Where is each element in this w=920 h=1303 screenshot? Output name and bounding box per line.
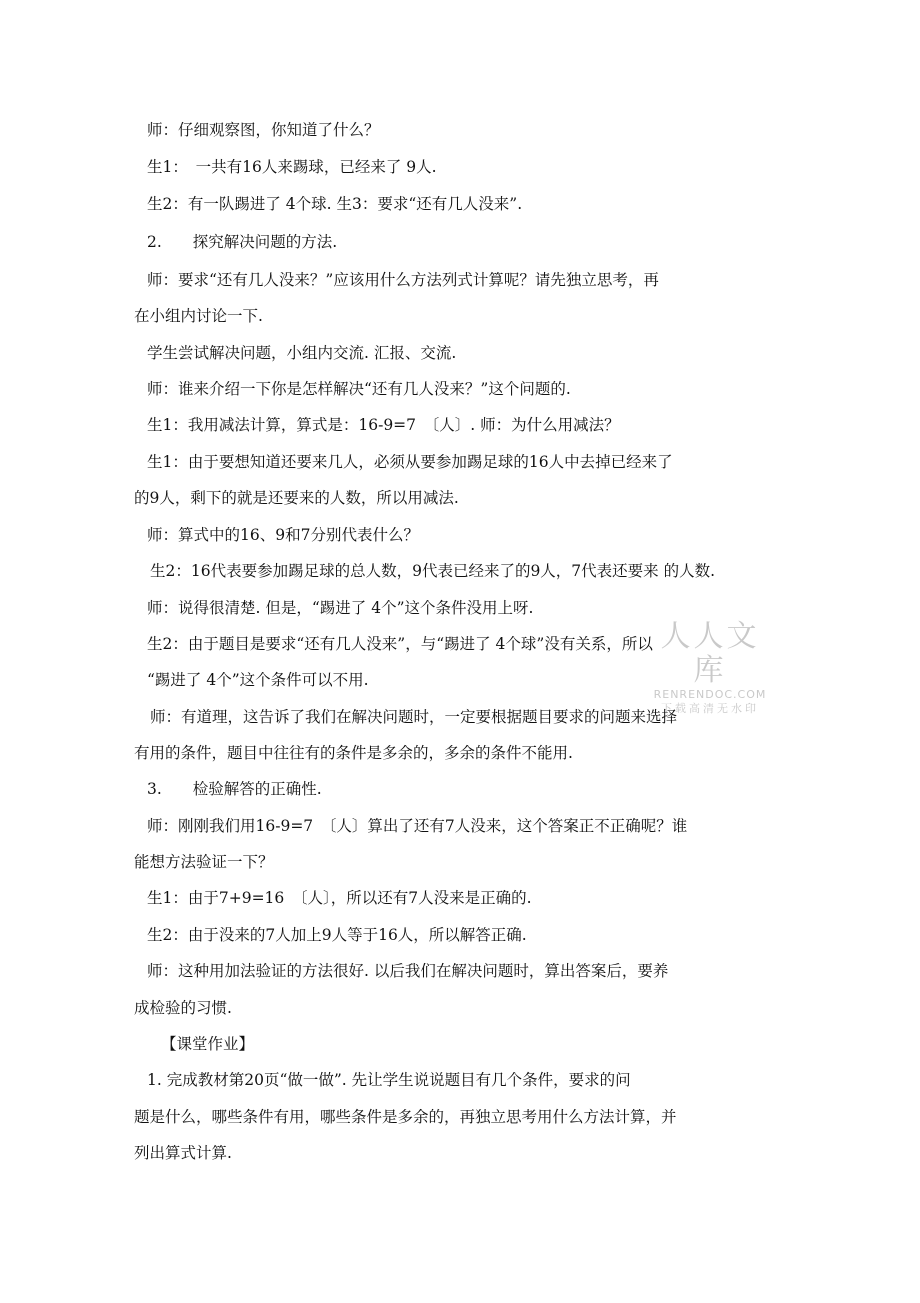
section-heading: 3. 检验解答的正确性. bbox=[147, 780, 322, 798]
text-line: 列出算式计算. bbox=[134, 1144, 232, 1162]
text-line: 生1：由于要想知道还要来几人，必须从要参加踢足球的16人中去掉已经来了 bbox=[147, 453, 673, 471]
text-line: 生1： 一共有16人来踢球，已经来了 9人. bbox=[147, 158, 437, 176]
text-line: “踢进了 4个”这个条件可以不用. bbox=[147, 671, 369, 689]
text-line: 生2：16代表要参加踢足球的总人数，9代表已经来了的9人，7代表还要来 的人数. bbox=[150, 562, 716, 580]
watermark bbox=[648, 620, 772, 716]
text-line: 师：谁来介绍一下你是怎样解决“还有几人没来？”这个问题的. bbox=[147, 380, 571, 398]
text-line: 1. 完成教材第20页“做一做”. 先让学生说说题目有几个条件，要求的问 bbox=[147, 1071, 631, 1089]
text-line: 生2：有一队踢进了 4个球. 生3：要求“还有几人没来”. bbox=[147, 195, 523, 213]
watermark-tagline: 下载高清无水印 bbox=[661, 702, 759, 715]
text-line: 学生尝试解决问题，小组内交流. 汇报、交流. bbox=[147, 344, 457, 362]
text-line: 题是什么，哪些条件有用，哪些条件是多余的，再独立思考用什么方法计算，并 bbox=[134, 1108, 677, 1126]
text-line: 师：有道理，这告诉了我们在解决问题时，一定要根据题目要求的问题来选择 bbox=[150, 708, 678, 726]
text-line: 师：这种用加法验证的方法很好. 以后我们在解决问题时，算出答案后，要养 bbox=[147, 962, 669, 980]
text-line: 成检验的习惯. bbox=[134, 999, 232, 1017]
text-line: 生1：我用减法计算，算式是：16-9=7 〔人〕. 师：为什么用减法？ bbox=[147, 416, 620, 434]
section-heading: 【课堂作业】 bbox=[161, 1035, 255, 1053]
text-line: 的9人，剩下的就是还要来的人数，所以用减法. bbox=[134, 489, 459, 507]
section-heading: 2. 探究解决问题的方法. bbox=[147, 233, 338, 251]
watermark-domain: RENRENDOC.COM bbox=[653, 688, 767, 701]
text-line: 师：要求“还有几人没来？”应该用什么方法列式计算呢？请先独立思考，再 bbox=[147, 271, 659, 289]
text-line: 师：说得很清楚. 但是，“踢进了 4个”这个条件没用上呀. bbox=[147, 599, 534, 617]
text-line: 生2：由于题目是要求“还有几人没来”，与“踢进了 4个球”没有关系，所以 bbox=[147, 635, 653, 653]
text-line: 师：刚刚我们用16-9=7 〔人〕算出了还有7人没来，这个答案正不正确呢？谁 bbox=[147, 817, 688, 835]
watermark-title: 人人文库 bbox=[660, 619, 760, 688]
text-line: 生1：由于7+9=16 〔人〕，所以还有7人没来是正确的. bbox=[147, 889, 532, 907]
text-line: 生2：由于没来的7人加上9人等于16人，所以解答正确. bbox=[147, 926, 527, 944]
text-line: 有用的条件，题目中往往有的条件是多余的，多余的条件不能用. bbox=[134, 744, 573, 762]
text-line: 师：仔细观察图，你知道了什么？ bbox=[147, 121, 380, 139]
text-line: 能想方法验证一下？ bbox=[134, 853, 274, 871]
text-line: 在小组内讨论一下. bbox=[134, 307, 263, 325]
text-line: 师：算式中的16、9和7分别代表什么？ bbox=[147, 526, 419, 544]
